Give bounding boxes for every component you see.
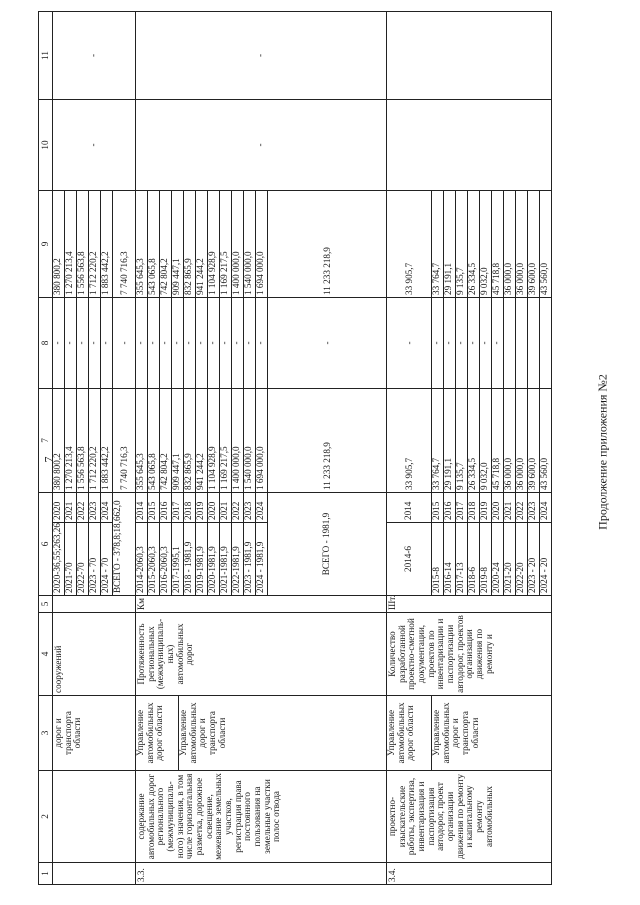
total-amount-cell: 7 740 716,3	[119, 446, 129, 490]
quantity-cell: 2017-13	[456, 523, 468, 596]
header-col-5: 5	[39, 596, 53, 613]
indicator-cell: Количество разработанной проектно-сметной документации, проектов по инвентаризации и паспортизации автодорог, проектов организации движения по ремонту и	[387, 613, 552, 696]
quantity-cell: 2022-20	[516, 523, 528, 596]
quantity-cell: 2023 - 70	[89, 523, 101, 596]
amount-cell: 43 560,0	[539, 457, 549, 490]
amount-cell: 1 400 000,0	[232, 191, 244, 297]
year-cell: 2017	[172, 493, 184, 523]
header-col-4: 4	[39, 613, 53, 696]
executor-cell: дорог и транспорта области	[53, 696, 136, 771]
col11-cell: -	[136, 12, 387, 100]
col11-cell: -	[53, 12, 136, 100]
amount-cell: 909 447,1	[172, 191, 184, 297]
year-cell: 2019	[196, 493, 208, 523]
quantity-cell: 2024 - 1981,9	[256, 523, 268, 596]
header-col-3: 3	[39, 696, 53, 771]
amount-cell: 1 104 928,9	[208, 191, 220, 297]
header-col-8: 8	[39, 298, 53, 389]
quantity-cell: 2022-70	[77, 523, 89, 596]
amount-cell: 1 712 220,2	[89, 389, 101, 492]
amount-cell: 9 032,0	[480, 389, 492, 492]
amount-cell: 1 556 563,8	[77, 191, 89, 297]
quantity-cell: 2014-6	[387, 523, 432, 596]
year-cell: 2024	[540, 493, 552, 523]
quantity-cell: 2020-24	[492, 523, 504, 596]
col10-cell	[387, 100, 552, 191]
amount-cell: 1 694 000,0	[256, 389, 268, 492]
amount-cell: 1 169 217,5	[220, 389, 232, 492]
quantity-cell: 2015-8	[432, 523, 444, 596]
amount-cell: 36 000,0	[504, 191, 516, 297]
year-cell: 2017	[456, 493, 468, 523]
quantity-cell: 2021-20	[504, 523, 516, 596]
year-cell: 2015	[432, 493, 444, 523]
quantity-cell: 2016-14	[444, 523, 456, 596]
amount-cell: 543 065,8	[148, 191, 160, 297]
amount-cell: 742 804,2	[160, 191, 172, 297]
quantity-cell: 2021-1981,9	[220, 523, 232, 596]
year-cell: 2022	[516, 493, 528, 523]
amount-cell: 9 032,0	[480, 191, 492, 297]
header-col-10: 10	[39, 100, 53, 191]
amount-cell: 1 104 928,9	[208, 389, 220, 492]
year-cell: 2018	[468, 493, 480, 523]
amount-cell: 39 600,0	[528, 389, 540, 492]
quantity-cell: 2018 - 1981,9	[184, 523, 196, 596]
year-cell: 2016	[160, 493, 172, 523]
header-col-1: 1	[39, 863, 53, 885]
unit-cell: Км	[136, 596, 387, 613]
amount-cell: 832 865,9	[184, 389, 196, 492]
header-col-9: 9	[39, 191, 53, 298]
amount-cell: 1 540 000,0	[244, 191, 256, 297]
quantity-cell: 2017-1995,1	[172, 523, 184, 596]
quantity-cell: 2019-1981,9	[196, 523, 208, 596]
amount-cell: 1 540 000,0	[244, 389, 256, 492]
unit-cell: Шт.	[387, 596, 552, 613]
col10-cell: -	[53, 100, 136, 191]
year-cell: 2022	[232, 493, 244, 523]
amount-cell: 33 905,7	[387, 191, 432, 297]
amount-cell: 9 135,7	[456, 191, 468, 297]
year-cell: 2024	[256, 493, 268, 523]
amount-cell: 33 905,7	[387, 389, 432, 492]
quantity-cell: 2015-2060,3	[148, 523, 160, 596]
amount-cell: 43 560,0	[539, 262, 549, 295]
year-cell: 2015	[148, 493, 160, 523]
amount-cell: 9 135,7	[456, 389, 468, 492]
amount-cell: 1 270 213,4	[65, 191, 77, 297]
amount-cell: 26 334,5	[468, 191, 480, 297]
continuation-heading: Продолжение приложения №2	[595, 374, 610, 530]
page-number: 7	[41, 456, 56, 463]
quantity-cell: 2023 - 1981,9	[244, 523, 256, 596]
amount-cell: 33 764,7	[432, 389, 444, 492]
measure-name: проектно-изыскательские работы, экспертиза, инвентаризация и паспортизация автодорог, проект организации движения по ремонту и капитальному ремонту автомобильных	[387, 771, 552, 863]
year-cell: 2023	[528, 493, 540, 523]
table-row-3-4: 3.4. проектно-изыскательские работы, экспертиза, инвентаризация и паспортизация автодорог, проект организации движения по ремонту и капитальному ремонту автомобильных Управление автомобильных дорог области Управление автомобильных дорог и транспорта области Количество разработанной проектно-сметной документации, проектов по инвентаризации и паспортизации автодорог, проектов организации движения по ремонту и Шт. 2014-6 2014 2015-8 2015 2016-14 2016 2017-13 2017 2018-6 2018 2019-8 2019 2020-24 2020 2021-20 2021 2022-20 2022 2023 - 20 2023 2024 - 20 2024 33 905,7 33 764,7 29 191,1 9 135,7 26 334,5 9 032,0 45 718,8 36 000,0 36 000,0 39 600,0 43 560,0 - - - - - - - 33 905,7 33 764,7 29 191,1 9 135,7 26 334,5 9 032,0 45 718,8 36 000,0 36 000,0 39 600,0 43 560,0	[387, 12, 552, 885]
year-cell: 2020	[208, 493, 220, 523]
amount-cell: 941 244,2	[196, 389, 208, 492]
amount-cell: 29 191,1	[444, 191, 456, 297]
column-number-row	[39, 12, 53, 885]
year-cell: 2024	[101, 493, 113, 523]
year-cell: 2016	[444, 493, 456, 523]
program-table	[38, 11, 552, 885]
amount-cell: 39 600,0	[528, 191, 540, 297]
amount-cell: 909 447,1	[172, 389, 184, 492]
quantity-cell: 2016-2060,3	[160, 523, 172, 596]
year-cell: 2014	[136, 493, 148, 523]
total-amount-cell: 11 233 218,9	[322, 442, 332, 490]
amount-cell: 941 244,2	[196, 191, 208, 297]
quantity-cell: 2024 - 70	[101, 523, 113, 596]
amount-cell: 1 400 000,0	[232, 389, 244, 492]
year-cell: 2019	[480, 493, 492, 523]
amount-cell: 45 718,8	[492, 389, 504, 492]
executor-cell: Управление автомобильных дорог и транспорта области	[178, 702, 227, 764]
amount-cell: 1 270 213,4	[65, 389, 77, 492]
header-col-7: 7	[39, 389, 53, 493]
year-cell: 2023	[244, 493, 256, 523]
amount-cell: 1 712 220,2	[89, 191, 101, 297]
year-cell: 2023	[89, 493, 101, 523]
row-number: 3.4.	[387, 863, 552, 885]
quantity-cell: 2019-8	[480, 523, 492, 596]
quantity-cell: 2022-1981,9	[232, 523, 244, 596]
year-cell: 2022	[77, 493, 89, 523]
amount-cell: 355 645,3	[136, 191, 148, 297]
col10-cell: -	[136, 100, 387, 191]
amount-cell: 36 000,0	[516, 389, 528, 492]
year-cell: 2021	[504, 493, 516, 523]
amount-cell: 742 804,2	[160, 389, 172, 492]
indicator-cell: сооружений	[53, 613, 136, 696]
rotated-table-container	[38, 12, 598, 885]
amount-cell: 355 645,3	[136, 389, 148, 492]
amount-cell: 33 764,7	[432, 191, 444, 297]
indicator-cell: Протяженность региональных (межмуниципаль-ных) автомобильных дорог	[136, 613, 387, 696]
measure-name: содержание автомобильных дорог регионального (межмуниципаль-ного) значения, в том числе горизонтальная разметка, дорожное освещение, межевание земельных участков, регистрация права постоянного пользования на земельные участки полос отвода	[136, 771, 387, 863]
amount-cell: 1 694 000,0	[256, 191, 268, 297]
header-col-6: 6	[39, 493, 53, 596]
executor-cell: Управление автомобильных дорог области	[136, 696, 179, 770]
table-row-3-3: 3.3. содержание автомобильных дорог регионального (межмуниципаль-ного) значения, в том числе горизонтальная разметка, дорожное освещение, межевание земельных участков, регистрация права постоянного пользования на земельные участки полос отвода Управление автомобильных дорог области Управление автомобильных дорог и транспорта области Протяженность региональных (межмуниципаль-ных) автомобильных дорог Км 2014-2060,3 2014 2015-2060,3 2015 2016-2060,3 2016 2017-1995,1 2017 2018 - 1981,9 2018 2019-1981,9 2019 2020-1981,9 2020 2021-1981,9 2021 2022-1981,9 2022 2023 - 1981,9 2023 2024 - 1981,9 2024 ВСЕГО - 1981,9 355 645,3 543 065,8 742 804,2 909 447,1 832 865,9 941 244,2 1 104 928,9 1 169 217,5 1 400 000,0 1 540 000,0 1 694 000,0 11 233 218,9 - - - - - - - - - - - - 355 645,3 543 065,8 742 804,2 909 447,1 832 865,9 941 244,2 1 104 928,9 1 169 217,5 1 400 000,0 1 540 000,0 1 694 000,0 11 233 218,9 - -	[136, 12, 387, 885]
quantity-cell: 2018-6	[468, 523, 480, 596]
amount-cell: 29 191,1	[444, 389, 456, 492]
total-amount-cell: 7 740 716,3	[119, 251, 129, 295]
total-quantity-cell: ВСЕГО - 1981,9	[321, 512, 332, 576]
amount-cell: 1 556 563,8	[77, 389, 89, 492]
amount-cell: 832 865,9	[184, 191, 196, 297]
quantity-cell: 2020-36,55;263,26	[53, 523, 65, 596]
amount-cell: 36 000,0	[504, 389, 516, 492]
table-row-continuation: дорог и транспорта области сооружений 2020-36,55;263,26 2020 2021-70 2021 2022-70 2022 2023 - 70 2023 2024 - 70 2024 ВСЕГО - 378,8;18,662,0 380 800,2 1 270 213,4 1 556 563,8 1 712 220,2 1 883 442,2 7 740 716,3 - - - - - - 380 800,2 1 270 213,4 1 556 563,8 1 712 220,2 1 883 442,2 7 740 716,3 - -	[53, 12, 136, 885]
year-cell: 2014	[387, 493, 432, 523]
amount-cell: 380 800,2	[53, 389, 65, 492]
amount-cell: 26 334,5	[468, 389, 480, 492]
amount-cell: 1 883 442,2	[101, 389, 113, 492]
year-cell: 2021	[65, 493, 77, 523]
amount-cell: 45 718,8	[492, 191, 504, 297]
amount-cell: 36 000,0	[516, 191, 528, 297]
quantity-cell: 2021-70	[65, 523, 77, 596]
amount-cell: 543 065,8	[148, 389, 160, 492]
year-cell: 2020	[53, 493, 65, 523]
quantity-cell: 2024 - 20	[539, 557, 549, 593]
quantity-cell: 2020-1981,9	[208, 523, 220, 596]
total-amount-cell: 11 233 218,9	[322, 247, 332, 295]
amount-cell: 1 169 217,5	[220, 191, 232, 297]
quantity-cell: 2023 - 20	[528, 523, 540, 596]
executor-cell: Управление автомобильных дорог и транспорта области	[431, 702, 480, 764]
header-col-2: 2	[39, 771, 53, 863]
year-cell: 2018	[184, 493, 196, 523]
amount-cell: 380 800,2	[53, 191, 65, 297]
total-quantity-cell: ВСЕГО - 378,8;18,662,0	[112, 500, 122, 593]
col11-cell	[387, 12, 552, 100]
amount-cell: 1 883 442,2	[101, 191, 113, 297]
year-cell: 2021	[220, 493, 232, 523]
row-number: 3.3.	[136, 863, 387, 885]
header-col-11: 11	[39, 12, 53, 100]
executor-cell: Управление автомобильных дорог области	[387, 696, 432, 770]
quantity-cell: 2014-2060,3	[136, 523, 148, 596]
year-cell: 2020	[492, 493, 504, 523]
